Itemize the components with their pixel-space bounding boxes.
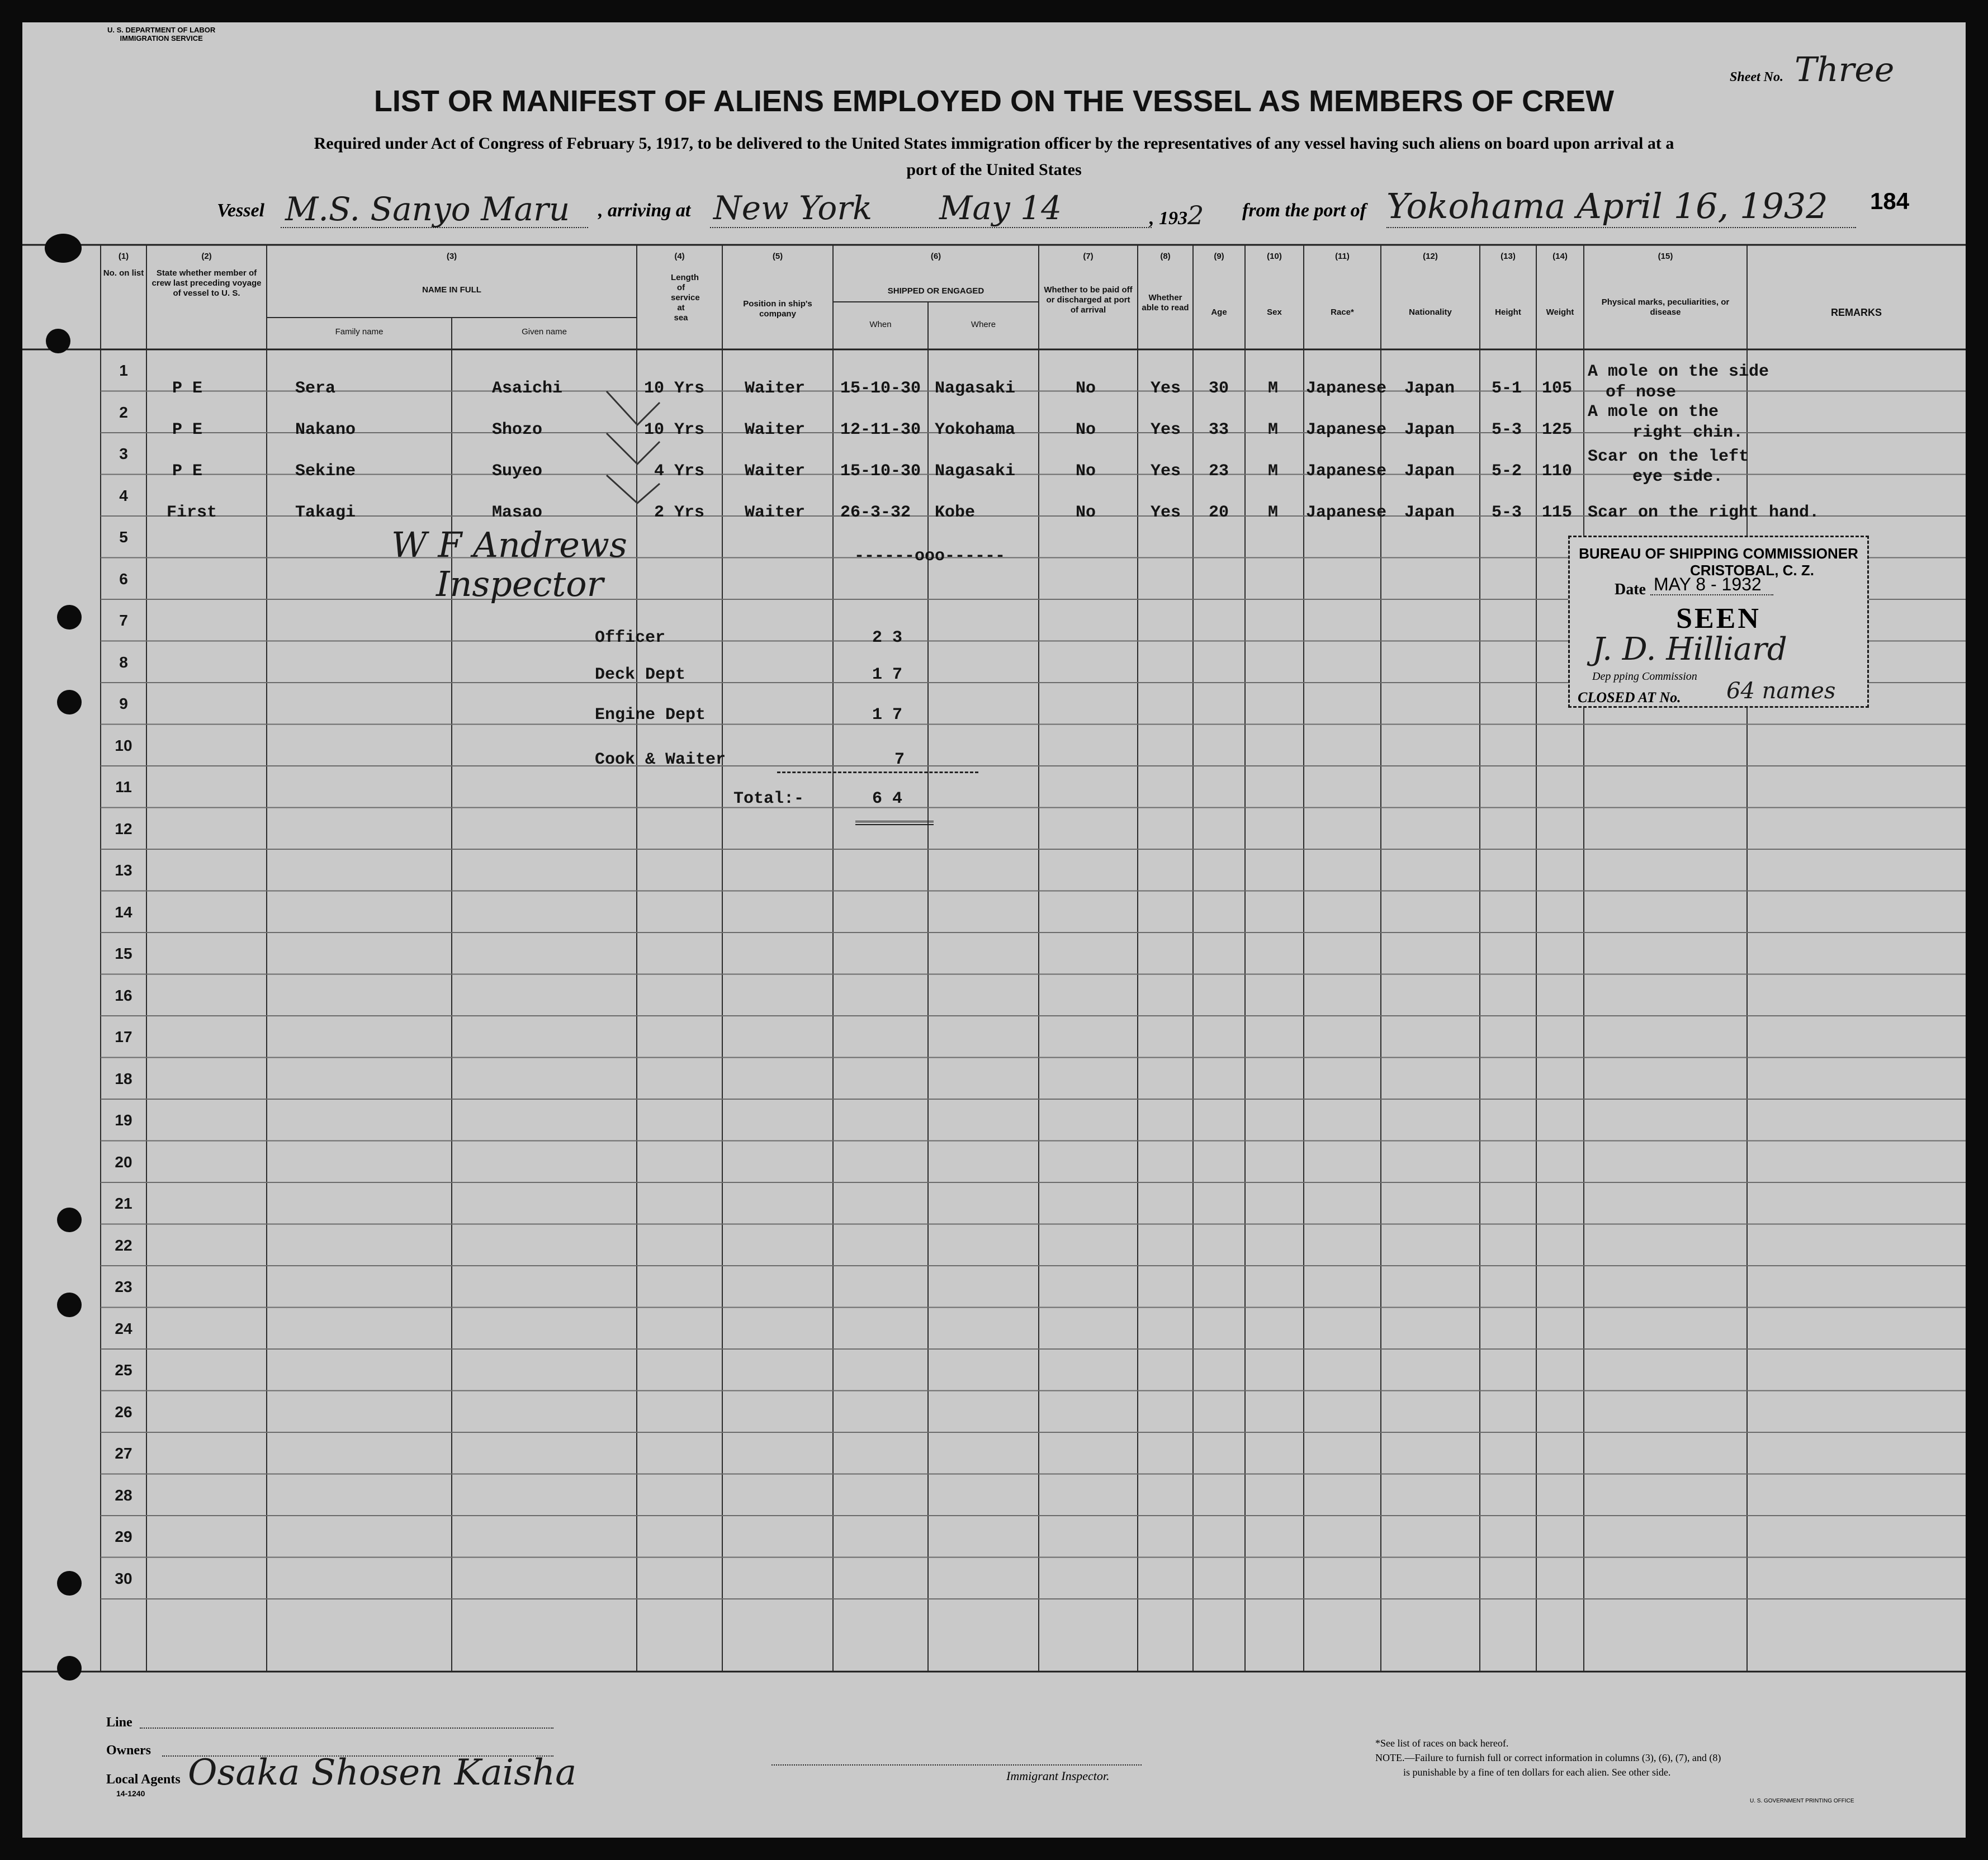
col-given-name: Given name (522, 327, 567, 337)
nationality-3: Japan (1404, 462, 1455, 481)
row-number: 5 (119, 528, 128, 546)
col-4-number: (4) (674, 252, 685, 261)
weight-2: 125 (1542, 420, 1573, 439)
paid-off-1: No (1076, 379, 1096, 398)
row-number: 11 (115, 778, 132, 796)
given-name-4: Masao (492, 503, 543, 522)
when-3: 15-10-30 (840, 462, 921, 481)
col-13-number: (13) (1501, 252, 1516, 261)
punch-hole-2 (46, 329, 70, 353)
vessel-name: M.S. Sanyo Maru (285, 190, 570, 228)
page-number-stamp: 184 (1870, 188, 1910, 214)
row-number: 18 (115, 1069, 132, 1087)
sex-4: M (1268, 503, 1279, 522)
marks-1a: A mole on the side (1588, 362, 1769, 381)
paid-off-3: No (1076, 462, 1096, 481)
family-name-4: Takagi (295, 503, 356, 522)
where-1: Nagasaki (935, 379, 1016, 398)
position-2: Waiter (745, 420, 806, 439)
given-name-1: Asaichi (492, 379, 563, 398)
end-of-list-marker: ------ooo------ (854, 547, 1006, 566)
state-3: P E (172, 462, 203, 481)
summary-engine-label: Engine Dept (595, 706, 706, 725)
state-2: P E (172, 420, 203, 439)
row-number: 26 (115, 1403, 132, 1421)
col-shipped-when: When (869, 320, 892, 329)
age-3: 23 (1209, 462, 1229, 481)
punch-hole-8 (57, 1656, 82, 1681)
race-1: Japanese (1306, 379, 1387, 398)
summary-cook-label: Cook & Waiter (595, 750, 726, 769)
col-9-number: (9) (1214, 252, 1224, 261)
year-value: 2 (1187, 200, 1204, 230)
col-12-number: (12) (1423, 252, 1438, 261)
race-4: Japanese (1306, 503, 1387, 522)
summary-officer-value: 2 3 (872, 628, 903, 647)
nationality-2: Japan (1404, 420, 1455, 439)
footer-line-rule (140, 1728, 553, 1729)
age-2: 33 (1209, 420, 1229, 439)
row-number: 6 (119, 570, 128, 588)
stamp-role: Dep pping Commission (1592, 670, 1697, 683)
stamp-bureau: BUREAU OF SHIPPING COMMISSIONER (1579, 545, 1858, 562)
col-sex: Sex (1267, 307, 1282, 317)
row-number: 3 (119, 445, 128, 462)
sheet-label: Sheet No. (1730, 70, 1783, 84)
punch-hole-4 (57, 690, 82, 714)
service-name: IMMIGRATION SERVICE (120, 34, 203, 42)
footer-agents-value: Osaka Shosen Kaisha (188, 1752, 577, 1793)
row-number: 17 (115, 1028, 132, 1045)
weight-1: 105 (1542, 379, 1573, 398)
col-position: Position in ship's company (743, 299, 812, 319)
manifest-sheet (22, 22, 1966, 1838)
row-number: 20 (115, 1153, 132, 1171)
height-3: 5-2 (1492, 462, 1522, 481)
departure-port: Yokohama April 16, 1932 (1386, 186, 1828, 226)
agency-name: U. S. DEPARTMENT OF LABOR (107, 26, 216, 34)
row-number: 12 (115, 820, 132, 837)
vessel-label: Vessel (217, 200, 264, 221)
row-number: 27 (115, 1445, 132, 1462)
position-4: Waiter (745, 503, 806, 522)
position-3: Waiter (745, 462, 806, 481)
position-1: Waiter (745, 379, 806, 398)
row-number: 15 (115, 945, 132, 962)
row-number: 4 (119, 486, 128, 504)
sex-1: M (1268, 379, 1279, 398)
race-3: Japanese (1306, 462, 1387, 481)
row-number: 8 (119, 653, 128, 671)
col-14-number: (14) (1552, 252, 1568, 261)
row-number: 29 (115, 1528, 132, 1545)
from-port-label: from the port of (1242, 200, 1366, 221)
subtitle-line-2: port of the United States (906, 160, 1082, 179)
col-no-on-list: No. on list (103, 268, 144, 278)
punch-hole-5 (57, 1208, 82, 1232)
footer-printer: U. S. GOVERNMENT PRINTING OFFICE (1750, 1798, 1854, 1804)
stamp-date-value: MAY 8 - 1932 (1654, 574, 1762, 594)
given-name-2: Shozo (492, 420, 543, 439)
year-prefix: , 193 (1149, 208, 1187, 229)
family-name-2: Nakano (295, 420, 356, 439)
punch-hole-7 (57, 1571, 82, 1596)
height-4: 5-3 (1492, 503, 1522, 522)
row-number: 2 (119, 403, 128, 421)
age-4: 20 (1209, 503, 1229, 522)
weight-4: 115 (1542, 503, 1573, 522)
summary-rule (777, 772, 978, 773)
marks-3a: Scar on the left (1588, 447, 1749, 466)
row-number: 23 (115, 1278, 132, 1295)
col-height: Height (1495, 307, 1521, 317)
row-number: 22 (115, 1236, 132, 1254)
stamp-seen: SEEN (1676, 603, 1761, 635)
state-1: P E (172, 379, 203, 398)
col-8-number: (8) (1160, 252, 1171, 261)
summary-deck-label: Deck Dept (595, 665, 686, 684)
state-4: First (167, 503, 217, 522)
footer-inspector-label: Immigrant Inspector. (1006, 1769, 1110, 1783)
read-4: Yes (1151, 503, 1181, 522)
row-number: 9 (119, 695, 128, 712)
row-number: 16 (115, 986, 132, 1004)
col-paid-off: Whether to be paid off or discharged at port of arrival (1044, 285, 1133, 315)
col-5-number: (5) (772, 252, 783, 261)
footer-note-fine: is punishable by a fine of ten dollars for each alien. See other side. (1403, 1767, 1671, 1778)
footer-note-failure: NOTE.—Failure to furnish full or correct information in columns (3), (6), (7), and (8) (1375, 1752, 1721, 1763)
when-1: 15-10-30 (840, 379, 921, 398)
subtitle-line-1: Required under Act of Congress of February 5, 1917, to be delivered to the United States immigration officer by the representatives of any vessel having such aliens on board upon arrival at a (314, 134, 1674, 153)
footer-owners-label: Owners (106, 1743, 151, 1758)
punch-hole-3 (57, 605, 82, 630)
arrival-port: New York (713, 189, 873, 227)
col-shipped-where: Where (971, 320, 996, 329)
col-nationality: Nationality (1409, 307, 1452, 317)
read-1: Yes (1151, 379, 1181, 398)
footer-agents-label: Local Agents (106, 1772, 181, 1787)
summary-total-label: Total:- (733, 789, 804, 808)
stamp-closed-value: 64 names (1726, 678, 1836, 704)
row-number: 7 (119, 612, 128, 629)
row-number: 28 (115, 1486, 132, 1504)
col-3-number: (3) (446, 252, 457, 261)
marks-1b: of nose (1606, 383, 1677, 402)
stamp-location: CRISTOBAL, C. Z. (1690, 562, 1814, 579)
read-3: Yes (1151, 462, 1181, 481)
read-2: Yes (1151, 420, 1181, 439)
col-race: Race* (1331, 307, 1354, 317)
footer-form-code: 14-1240 (116, 1789, 145, 1798)
col-length-of-service: Length of service at sea (671, 273, 700, 323)
row-number: 25 (115, 1361, 132, 1379)
stamp-date-label: Date (1615, 581, 1646, 598)
stamp-date-rule (1650, 594, 1773, 595)
col-name-in-full: NAME IN FULL (422, 285, 481, 295)
sex-3: M (1268, 462, 1279, 481)
age-1: 30 (1209, 379, 1229, 398)
row-number: 13 (115, 862, 132, 879)
punch-hole-6 (57, 1293, 82, 1317)
row-number: 10 (115, 736, 132, 754)
where-2: Yokohama (935, 420, 1016, 439)
shipping-commissioner-stamp (1568, 536, 1869, 708)
inspector-signature-title: Inspector (436, 564, 604, 604)
summary-deck-value: 1 7 (872, 665, 903, 684)
where-4: Kobe (935, 503, 976, 522)
col-1-number: (1) (118, 252, 129, 261)
sex-2: M (1268, 420, 1279, 439)
check-ticks (604, 380, 671, 537)
summary-officer-label: Officer (595, 628, 666, 647)
col-11-number: (11) (1335, 252, 1350, 261)
height-1: 5-1 (1492, 379, 1522, 398)
col-able-to-read: Whether able to read (1142, 293, 1189, 313)
row-number: 14 (115, 903, 132, 921)
marks-3b: eye side. (1632, 467, 1724, 486)
inspector-signature-name: W F Andrews (391, 524, 627, 565)
when-4: 26-3-32 (840, 503, 911, 522)
col-6-number: (6) (930, 252, 941, 261)
col-physical-marks: Physical marks, peculiarities, or disease (1601, 297, 1730, 317)
col-shipped-engaged: SHIPPED OR ENGAGED (887, 286, 984, 296)
page-title: LIST OR MANIFEST OF ALIENS EMPLOYED ON THE VESSEL AS MEMBERS OF CREW (373, 84, 1615, 118)
summary-engine-value: 1 7 (872, 706, 903, 725)
nationality-1: Japan (1404, 379, 1455, 398)
marks-2b: right chin. (1632, 423, 1744, 442)
col-remarks: REMARKS (1830, 307, 1882, 318)
col-age: Age (1211, 307, 1227, 317)
service-2: 10 Yrs (644, 420, 705, 439)
given-name-3: Suyeo (492, 462, 543, 481)
punch-hole-1 (45, 234, 82, 263)
weight-3: 110 (1542, 462, 1573, 481)
stamp-signature: J. D. Hilliard (1592, 631, 1787, 668)
marks-4: Scar on the right hand. (1588, 503, 1820, 522)
col-2-number: (2) (201, 252, 212, 261)
service-1: 10 Yrs (644, 379, 705, 398)
row-number: 24 (115, 1319, 132, 1337)
family-name-1: Sera (295, 379, 336, 398)
service-3: 4 Yrs (654, 462, 705, 481)
col-10-number: (10) (1267, 252, 1282, 261)
col-family-name: Family name (335, 327, 384, 337)
paid-off-2: No (1076, 420, 1096, 439)
family-name-3: Sekine (295, 462, 356, 481)
row-number: 21 (115, 1195, 132, 1212)
stamp-closed-label: CLOSED AT No. (1578, 689, 1681, 706)
row-number: 1 (119, 362, 128, 379)
summary-cook-value: 7 (894, 750, 905, 769)
inspector-signature-rule (771, 1764, 1142, 1766)
when-2: 12-11-30 (840, 420, 921, 439)
race-2: Japanese (1306, 420, 1387, 439)
height-2: 5-3 (1492, 420, 1522, 439)
where-3: Nagasaki (935, 462, 1016, 481)
row-number: 30 (115, 1569, 132, 1587)
col-7-number: (7) (1083, 252, 1094, 261)
arriving-label: , arriving at (598, 200, 691, 221)
total-underline (855, 821, 934, 825)
col-15-number: (15) (1658, 252, 1673, 261)
row-number: 19 (115, 1111, 132, 1129)
arrival-date: May 14 (939, 189, 1062, 227)
service-4: 2 Yrs (654, 503, 705, 522)
footer-note-races: *See list of races on back hereof. (1375, 1738, 1509, 1749)
marks-2a: A mole on the (1588, 403, 1719, 422)
paid-off-4: No (1076, 503, 1096, 522)
nationality-4: Japan (1404, 503, 1455, 522)
col-weight: Weight (1546, 307, 1574, 317)
col-state: State whether member of crew last preceding voyage of vessel to U. S. (152, 268, 262, 298)
summary-total-value: 6 4 (872, 789, 903, 808)
sheet-value: Three (1795, 50, 1895, 89)
footer-line-label: Line (106, 1715, 132, 1730)
